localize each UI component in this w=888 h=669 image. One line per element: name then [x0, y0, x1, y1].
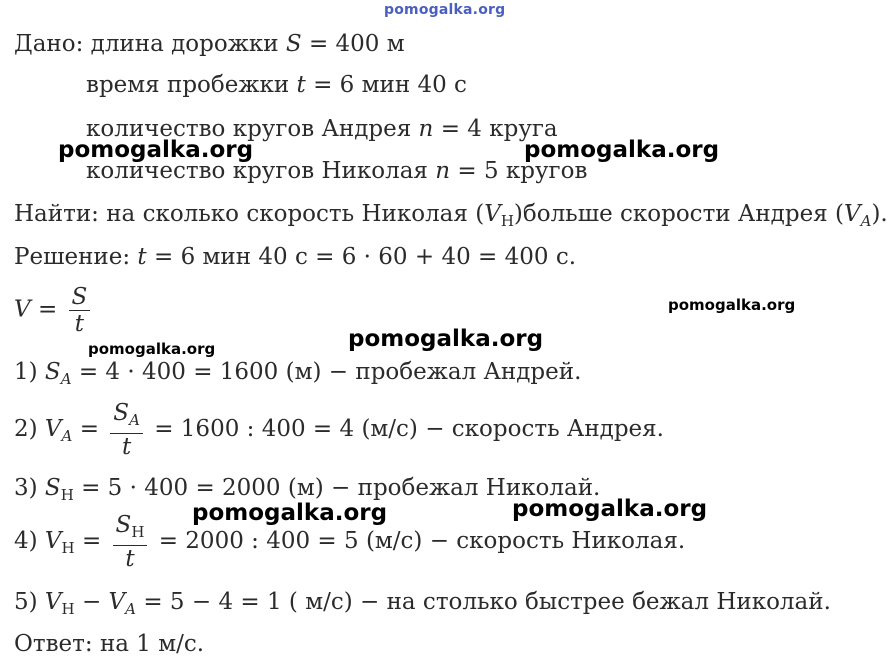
given-line-1 — [14, 30, 405, 58]
fraction — [113, 512, 148, 572]
var-s: S — [44, 359, 61, 385]
given-line-2 — [86, 71, 467, 99]
given-l2-value: = 6 мин 40 с — [313, 72, 467, 98]
given-l1-value: = 400 м — [308, 31, 405, 57]
step-number: 1) — [14, 359, 38, 385]
equals: = — [81, 528, 102, 554]
var-v: V — [484, 201, 501, 227]
var-v: V — [44, 528, 62, 554]
var-s: S — [115, 512, 132, 538]
subscript: A — [60, 370, 72, 388]
step-number: 2) — [14, 416, 38, 442]
step-expr: = 4 · 400 = 1600 (м) − пробежал Андрей. — [78, 359, 582, 385]
var-t: t — [296, 72, 306, 98]
var-v: V — [108, 589, 126, 615]
step-number: 4) — [14, 528, 38, 554]
fraction-numerator — [110, 400, 143, 434]
find-text-2: )больше скорости Андрея ( — [513, 201, 844, 227]
step-4 — [14, 512, 685, 572]
fraction-denominator: t — [74, 311, 85, 337]
given-l1-text: длина дорожки — [90, 31, 279, 57]
find-line — [14, 200, 888, 235]
var-s: S — [113, 400, 130, 426]
subscript: A — [129, 411, 140, 429]
var-v: V — [44, 416, 62, 442]
given-l2-text: время пробежки — [86, 72, 290, 98]
minus: − — [81, 589, 102, 615]
subscript: Н — [131, 523, 145, 541]
step-expr: = 5 · 400 = 2000 (м) − пробежал Николай. — [81, 475, 601, 501]
fraction — [69, 284, 91, 337]
given-l4-value: = 5 кругов — [457, 158, 588, 184]
solution-line — [14, 243, 576, 271]
subscript: Н — [500, 212, 514, 230]
var-n: n — [418, 116, 434, 142]
subscript: Н — [60, 486, 74, 504]
watermark: pomogalka.org — [88, 340, 216, 358]
var-s: S — [285, 31, 302, 57]
step-2 — [14, 400, 664, 460]
watermark: pomogalka.org — [58, 137, 254, 163]
watermark: pomogalka.org — [192, 500, 388, 526]
subscript: A — [860, 212, 872, 230]
solution-label: Решение: — [14, 244, 131, 270]
watermark-top: pomogalka.org — [384, 2, 506, 18]
answer-line — [14, 630, 204, 658]
step-expr: = 2000 : 400 = 5 (м/с) − скорость Николая. — [158, 528, 686, 554]
subscript: Н — [61, 600, 75, 618]
watermark: pomogalka.org — [668, 296, 796, 314]
find-text-3: ). — [871, 201, 888, 227]
equals: = — [79, 416, 99, 442]
var-t: t — [137, 244, 147, 270]
subscript: Н — [61, 539, 75, 557]
fraction-denominator: t — [125, 546, 135, 572]
given-l4-text: количество кругов Николая — [86, 158, 428, 184]
step-number: 3) — [14, 475, 38, 501]
solution-expr: = 6 мин 40 с = 6 · 60 + 40 = 400 с. — [153, 244, 577, 270]
given-l3-text: количество кругов Андрея — [86, 116, 412, 142]
step-5 — [14, 588, 831, 623]
step-1 — [14, 358, 581, 393]
step-expr: = 5 − 4 = 1 ( м/с) − на столько быстрее бежал Николай. — [143, 589, 831, 615]
watermark: pomogalka.org — [524, 137, 720, 163]
var-v: V — [44, 589, 62, 615]
find-text-1: на сколько скорость Николая ( — [106, 201, 485, 227]
subscript: A — [125, 600, 137, 618]
watermark: pomogalka.org — [512, 496, 708, 522]
fraction — [110, 400, 143, 460]
answer-label: Ответ: — [14, 631, 93, 657]
given-label: Дано: — [14, 31, 84, 57]
var-s: S — [44, 475, 61, 501]
fraction-denominator: t — [121, 434, 132, 460]
find-label: Найти: — [14, 201, 99, 227]
subscript: A — [61, 427, 73, 445]
fraction-numerator — [113, 512, 148, 546]
step-expr: = 1600 : 400 = 4 (м/с) − скорость Андрея. — [154, 416, 664, 442]
answer-text: на 1 м/с. — [99, 631, 205, 657]
formula-line — [14, 284, 94, 337]
var-n: n — [435, 158, 451, 184]
var-v: V — [843, 201, 861, 227]
step-number: 5) — [14, 589, 38, 615]
var-v: V — [14, 296, 31, 323]
fraction-numerator: S — [69, 284, 91, 311]
equals: = — [37, 296, 58, 323]
watermark: pomogalka.org — [348, 326, 544, 352]
given-l3-value: = 4 круга — [440, 116, 558, 142]
